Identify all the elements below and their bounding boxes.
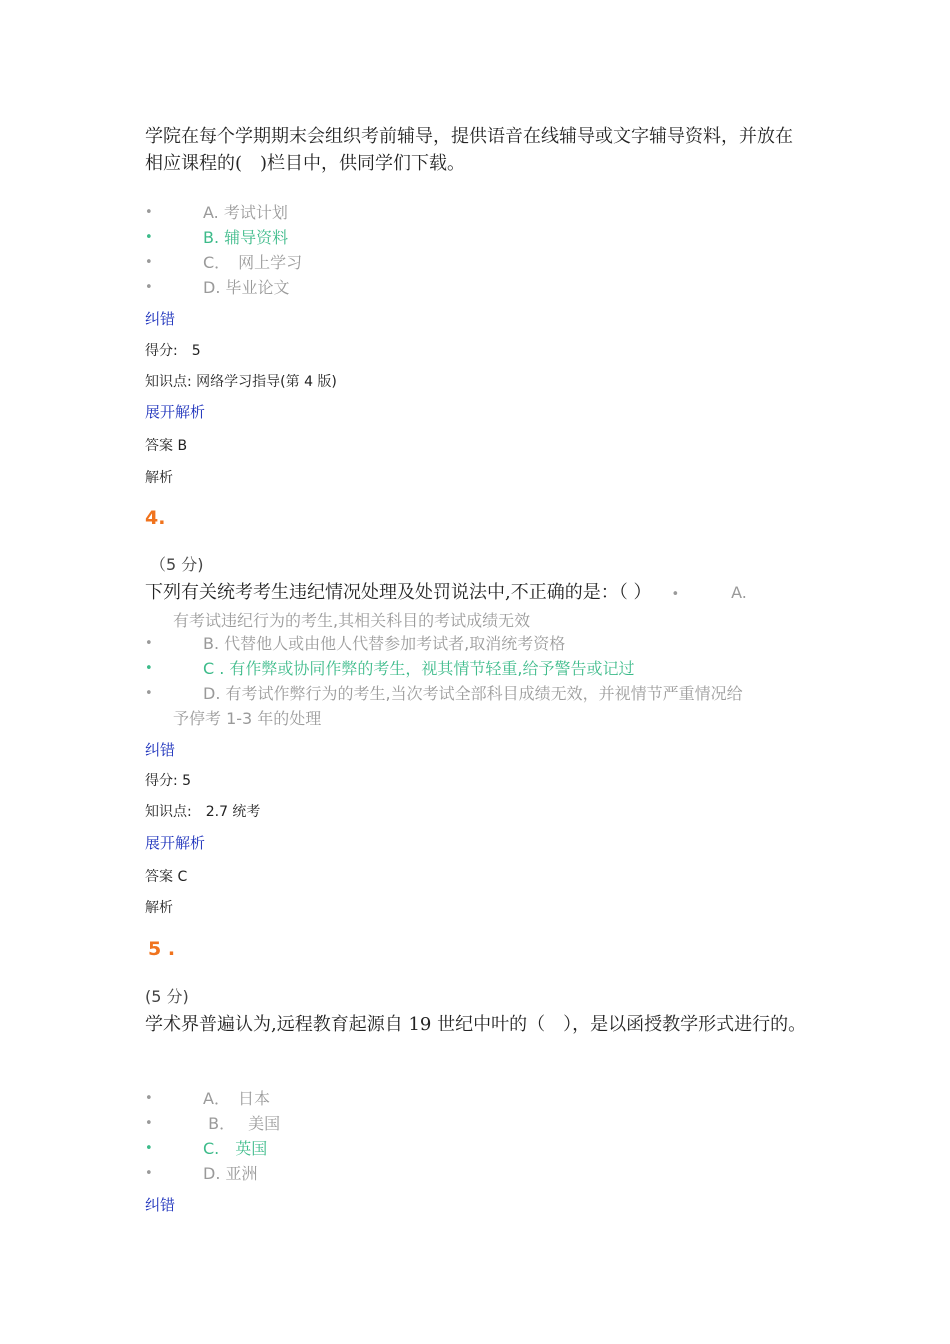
bullet-icon: • — [145, 661, 153, 676]
question-4-text: 下列有关统考考生违纪情况处理及处罚说法中,不正确的是：（ ） — [145, 582, 652, 603]
question-4-points: （5 分) — [150, 555, 204, 574]
bullet-icon: • — [145, 1166, 153, 1181]
bullet-icon: • — [145, 205, 153, 220]
report-error-link[interactable]: 纠错 — [145, 741, 176, 759]
bullet-icon: • — [145, 255, 153, 270]
knowledge-point: 知识点: 网络学习指导(第 4 版) — [145, 374, 337, 390]
analysis-label: 解析 — [145, 470, 173, 486]
question-5-options — [145, 1086, 815, 1186]
knowledge-point: 知识点: 2.7 统考 — [145, 804, 261, 820]
question-5-number: 5 . — [148, 938, 176, 960]
expand-analysis-link[interactable]: 展开解析 — [145, 834, 206, 852]
question-3-option-c[interactable]: • C． 网上学习 — [145, 250, 815, 275]
bullet-icon: • — [145, 686, 153, 701]
score-text: 得分: 5 — [145, 773, 192, 789]
question-5-option-b[interactable]: • B． 美国 — [145, 1111, 815, 1136]
question-3-text: 学院在每个学期期末会组织考前辅导，提供语音在线辅导或文字辅导资料，并放在相应课程的( )栏目中，供同学们下载。 — [145, 126, 793, 174]
question-4-option-a-text: 有考试违纪行为的考生,其相关科目的考试成绩无效 — [173, 611, 531, 630]
bullet-icon: • — [145, 1091, 153, 1106]
question-3-option-b[interactable]: • B. 辅导资料 — [145, 225, 815, 250]
question-3-option-a[interactable]: • A. 考试计划 — [145, 200, 815, 225]
question-5-text: 学术界普遍认为,远程教育起源自 19 世纪中叶的（ ），是以函授教学形式进行的。 — [145, 1014, 807, 1035]
question-4-options — [145, 631, 815, 731]
bullet-icon: • — [671, 587, 680, 602]
bullet-icon: • — [145, 1141, 153, 1156]
question-5-option-d[interactable]: • D. 亚洲 — [145, 1161, 815, 1186]
report-error-link[interactable]: 纠错 — [145, 1196, 176, 1214]
answer-text: 答案 C — [145, 869, 188, 885]
answer-text: 答案 B — [145, 438, 188, 454]
bullet-icon: • — [145, 280, 153, 295]
bullet-icon: • — [145, 1116, 153, 1131]
question-4-option-d-cont: 予停考 1-3 年的处理 — [173, 709, 322, 728]
analysis-label: 解析 — [145, 900, 173, 916]
question-5-points: (5 分) — [145, 987, 189, 1006]
question-4-text-block — [145, 579, 815, 633]
expand-analysis-link[interactable]: 展开解析 — [145, 403, 206, 421]
report-error-link[interactable]: 纠错 — [145, 310, 176, 328]
question-3-option-d[interactable]: • D. 毕业论文 — [145, 275, 815, 300]
question-3-options — [145, 200, 815, 300]
question-4-option-a[interactable]: A. — [731, 583, 747, 602]
question-4-option-d[interactable]: • D. 有考试作弊行为的考生,当次考试全部科目成绩无效，并视情节严重情况给 予停考 1-3 年的处理 — [145, 681, 815, 731]
question-5-option-a[interactable]: • A． 日本 — [145, 1086, 815, 1111]
bullet-icon: • — [145, 636, 153, 651]
question-4-number: 4. — [145, 507, 166, 529]
score-text: 得分: 5 — [145, 343, 201, 359]
bullet-icon: • — [145, 230, 153, 245]
question-5-option-c[interactable]: • C. 英国 — [145, 1136, 815, 1161]
question-4-option-b[interactable]: • B. 代替他人或由他人代替参加考试者,取消统考资格 — [145, 631, 815, 656]
question-4-option-c[interactable]: • C . 有作弊或协同作弊的考生，视其情节轻重,给予警告或记过 — [145, 656, 815, 681]
